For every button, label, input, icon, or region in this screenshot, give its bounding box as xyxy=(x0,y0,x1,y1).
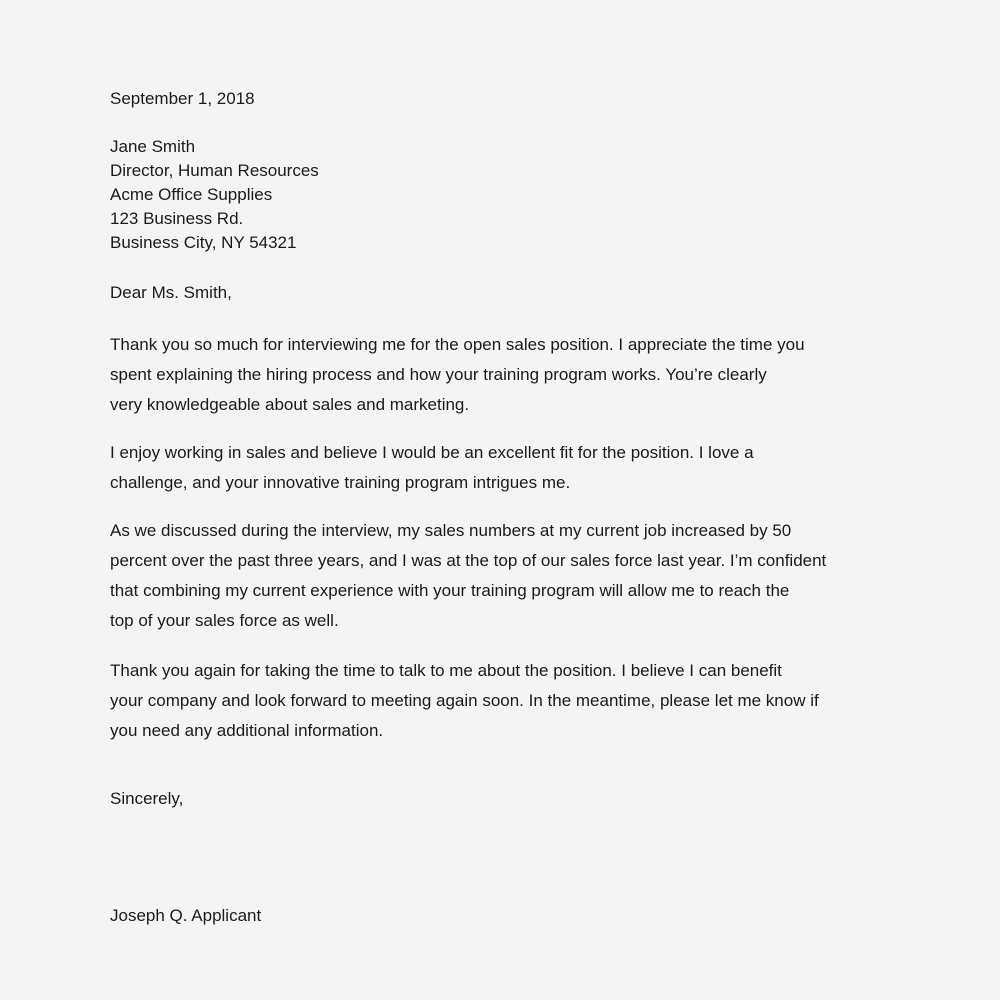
body-paragraph-1 xyxy=(110,330,890,420)
recipient-name: Jane Smith xyxy=(110,137,196,156)
paragraph-line: percent over the past three years, and I was at the top of our sales force last year. I’m confident xyxy=(110,551,827,570)
paragraph-line: spent explaining the hiring process and how your training program works. You’re clearly xyxy=(110,365,767,384)
paragraph-line: that combining my current experience with your training program will allow me to reach the xyxy=(110,581,790,600)
salutation: Dear Ms. Smith, xyxy=(110,283,232,302)
recipient-company: Acme Office Supplies xyxy=(110,185,273,204)
paragraph-line: your company and look forward to meeting again soon. In the meantime, please let me know if xyxy=(110,691,819,710)
paragraph-line: you need any additional information. xyxy=(110,721,384,740)
recipient-street: 123 Business Rd. xyxy=(110,209,244,228)
letter-date: September 1, 2018 xyxy=(110,89,255,108)
paragraph-line: As we discussed during the interview, my sales numbers at my current job increased by 50 xyxy=(110,521,792,540)
paragraph-line: challenge, and your innovative training program intrigues me. xyxy=(110,473,571,492)
paragraph-line: I enjoy working in sales and believe I would be an excellent fit for the position. I love a xyxy=(110,443,754,462)
body-paragraph-2 xyxy=(110,438,890,498)
paragraph-line: very knowledgeable about sales and marketing. xyxy=(110,395,470,414)
signature-name: Joseph Q. Applicant xyxy=(110,906,262,925)
recipient-title: Director, Human Resources xyxy=(110,161,319,180)
body-paragraph-4 xyxy=(110,656,890,746)
paragraph-line: Thank you so much for interviewing me for the open sales position. I appreciate the time you xyxy=(110,335,805,354)
recipient-city: Business City, NY 54321 xyxy=(110,233,297,252)
closing: Sincerely, xyxy=(110,789,184,808)
paragraph-line: top of your sales force as well. xyxy=(110,611,339,630)
paragraph-line: Thank you again for taking the time to talk to me about the position. I believe I can benefit xyxy=(110,661,782,680)
body-paragraph-3 xyxy=(110,516,890,636)
